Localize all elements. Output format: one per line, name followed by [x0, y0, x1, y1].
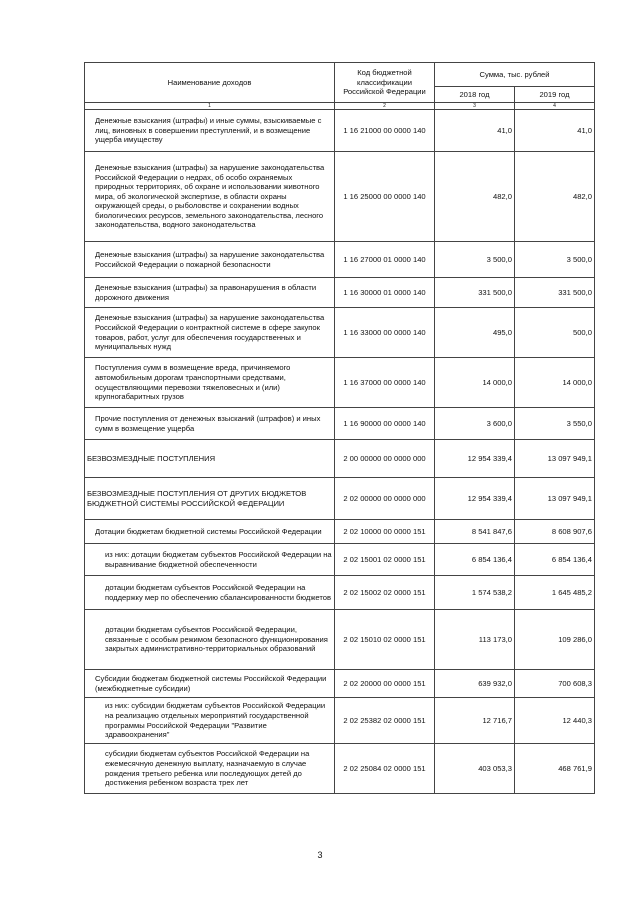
row-code: 2 02 25382 02 0000 151 — [335, 698, 435, 744]
revenue-table — [84, 62, 595, 794]
row-code: 2 02 15001 02 0000 151 — [335, 544, 435, 576]
row-value-2019: 12 440,3 — [515, 698, 595, 744]
row-name: дотации бюджетам субъектов Российской Федерации, связанные с особым режимом безопасного функционирования закрытых административно-территориальных образований — [85, 610, 335, 670]
header-name: Наименование доходов — [85, 63, 335, 103]
row-value-2018: 639 932,0 — [435, 670, 515, 698]
row-name: из них: дотации бюджетам субъектов Российской Федерации на выравнивание бюджетной обеспеченности — [85, 544, 335, 576]
row-code: 1 16 33000 00 0000 140 — [335, 308, 435, 358]
table-row — [85, 698, 595, 744]
column-numbers-row — [85, 103, 595, 110]
row-name: Денежные взыскания (штрафы) за нарушение законодательства Российской Федерации о пожарной безопасности — [85, 242, 335, 278]
table-row — [85, 478, 595, 520]
row-name: Денежные взыскания (штрафы) за правонарушения в области дорожного движения — [85, 278, 335, 308]
table-row — [85, 278, 595, 308]
row-value-2018: 403 053,3 — [435, 744, 515, 794]
header-year-2019: 2019 год — [515, 87, 595, 103]
page-number: 3 — [317, 850, 323, 860]
header-code: Код бюджетной классификации Российской Федерации — [335, 63, 435, 103]
row-name: Поступления сумм в возмещение вреда, причиняемого автомобильным дорогам транспортными средствами, осуществляющими перевозки тяжеловесных и (или) крупногабаритных грузов — [85, 358, 335, 408]
row-name: Денежные взыскания (штрафы) за нарушение законодательства Российской Федерации о контрактной системе в сфере закупок товаров, работ, услуг для обеспечения государственных и муниципальных нужд — [85, 308, 335, 358]
row-value-2018: 1 574 538,2 — [435, 576, 515, 610]
row-value-2018: 12 716,7 — [435, 698, 515, 744]
table-row — [85, 242, 595, 278]
row-name: субсидии бюджетам субъектов Российской Федерации на ежемесячную денежную выплату, назначаемую в случае рождения третьего ребенка или последующих детей до достижения ребенком возраста трех лет — [85, 744, 335, 794]
row-value-2019: 3 500,0 — [515, 242, 595, 278]
row-code: 2 02 25084 02 0000 151 — [335, 744, 435, 794]
row-name: дотации бюджетам субъектов Российской Федерации на поддержку мер по обеспечению сбалансированности бюджетов — [85, 576, 335, 610]
row-name: БЕЗВОЗМЕЗДНЫЕ ПОСТУПЛЕНИЯ — [85, 440, 335, 478]
row-code: 2 02 10000 00 0000 151 — [335, 520, 435, 544]
row-name: Денежные взыскания (штрафы) за нарушение законодательства Российской Федерации о недрах, об особо охраняемых природных территориях, об охране и использовании животного мира, об экологической экспертизе, в области охраны окружающей среды, о рыболовстве и сохранении водных биологических ресурсов, земельного законодательства, лесного законодательства, водного законодательства — [85, 152, 335, 242]
table-row — [85, 358, 595, 408]
row-value-2018: 482,0 — [435, 152, 515, 242]
row-value-2018: 6 854 136,4 — [435, 544, 515, 576]
column-number: 2 — [335, 103, 435, 110]
row-value-2018: 331 500,0 — [435, 278, 515, 308]
column-number: 1 — [85, 103, 335, 110]
header-year-2018: 2018 год — [435, 87, 515, 103]
table-row — [85, 110, 595, 152]
row-value-2019: 500,0 — [515, 308, 595, 358]
row-value-2018: 3 600,0 — [435, 408, 515, 440]
row-value-2019: 331 500,0 — [515, 278, 595, 308]
row-value-2019: 3 550,0 — [515, 408, 595, 440]
row-value-2019: 700 608,3 — [515, 670, 595, 698]
row-value-2019: 14 000,0 — [515, 358, 595, 408]
row-value-2018: 113 173,0 — [435, 610, 515, 670]
table-row — [85, 610, 595, 670]
table-row — [85, 576, 595, 610]
row-code: 2 00 00000 00 0000 000 — [335, 440, 435, 478]
row-value-2019: 482,0 — [515, 152, 595, 242]
row-name: Дотации бюджетам бюджетной системы Российской Федерации — [85, 520, 335, 544]
row-code: 1 16 27000 01 0000 140 — [335, 242, 435, 278]
row-value-2019: 41,0 — [515, 110, 595, 152]
column-number: 3 — [435, 103, 515, 110]
row-name: Субсидии бюджетам бюджетной системы Российской Федерации (межбюджетные субсидии) — [85, 670, 335, 698]
table-row — [85, 408, 595, 440]
row-value-2018: 3 500,0 — [435, 242, 515, 278]
row-value-2018: 495,0 — [435, 308, 515, 358]
row-code: 1 16 21000 00 0000 140 — [335, 110, 435, 152]
row-value-2019: 8 608 907,6 — [515, 520, 595, 544]
row-value-2018: 12 954 339,4 — [435, 478, 515, 520]
table-row — [85, 440, 595, 478]
row-code: 1 16 90000 00 0000 140 — [335, 408, 435, 440]
table-row — [85, 670, 595, 698]
row-code: 1 16 37000 00 0000 140 — [335, 358, 435, 408]
row-code: 2 02 20000 00 0000 151 — [335, 670, 435, 698]
row-value-2018: 14 000,0 — [435, 358, 515, 408]
header-sum: Сумма, тыс. рублей — [435, 63, 595, 87]
row-code: 1 16 30000 01 0000 140 — [335, 278, 435, 308]
row-value-2019: 468 761,9 — [515, 744, 595, 794]
row-value-2018: 12 954 339,4 — [435, 440, 515, 478]
table-row — [85, 744, 595, 794]
column-number: 4 — [515, 103, 595, 110]
table-row — [85, 520, 595, 544]
row-name: из них: субсидии бюджетам субъектов Российской Федерации на реализацию отдельных мероприятий государственной программы Российской Федерации "Развитие здравоохранения" — [85, 698, 335, 744]
row-name: БЕЗВОЗМЕЗДНЫЕ ПОСТУПЛЕНИЯ ОТ ДРУГИХ БЮДЖЕТОВ БЮДЖЕТНОЙ СИСТЕМЫ РОССИЙСКОЙ ФЕДЕРАЦИИ — [85, 478, 335, 520]
row-name: Прочие поступления от денежных взысканий (штрафов) и иных сумм в возмещение ущерба — [85, 408, 335, 440]
row-value-2019: 13 097 949,1 — [515, 478, 595, 520]
row-code: 2 02 00000 00 0000 000 — [335, 478, 435, 520]
row-value-2019: 1 645 485,2 — [515, 576, 595, 610]
table-row — [85, 152, 595, 242]
row-value-2019: 109 286,0 — [515, 610, 595, 670]
row-value-2018: 8 541 847,6 — [435, 520, 515, 544]
table-row — [85, 308, 595, 358]
row-code: 2 02 15010 02 0000 151 — [335, 610, 435, 670]
row-code: 2 02 15002 02 0000 151 — [335, 576, 435, 610]
table-row — [85, 544, 595, 576]
row-value-2019: 6 854 136,4 — [515, 544, 595, 576]
row-value-2018: 41,0 — [435, 110, 515, 152]
row-value-2019: 13 097 949,1 — [515, 440, 595, 478]
row-name: Денежные взыскания (штрафы) и иные суммы, взыскиваемые с лиц, виновных в совершении преступлений, и в возмещение ущерба имуществу — [85, 110, 335, 152]
row-code: 1 16 25000 00 0000 140 — [335, 152, 435, 242]
